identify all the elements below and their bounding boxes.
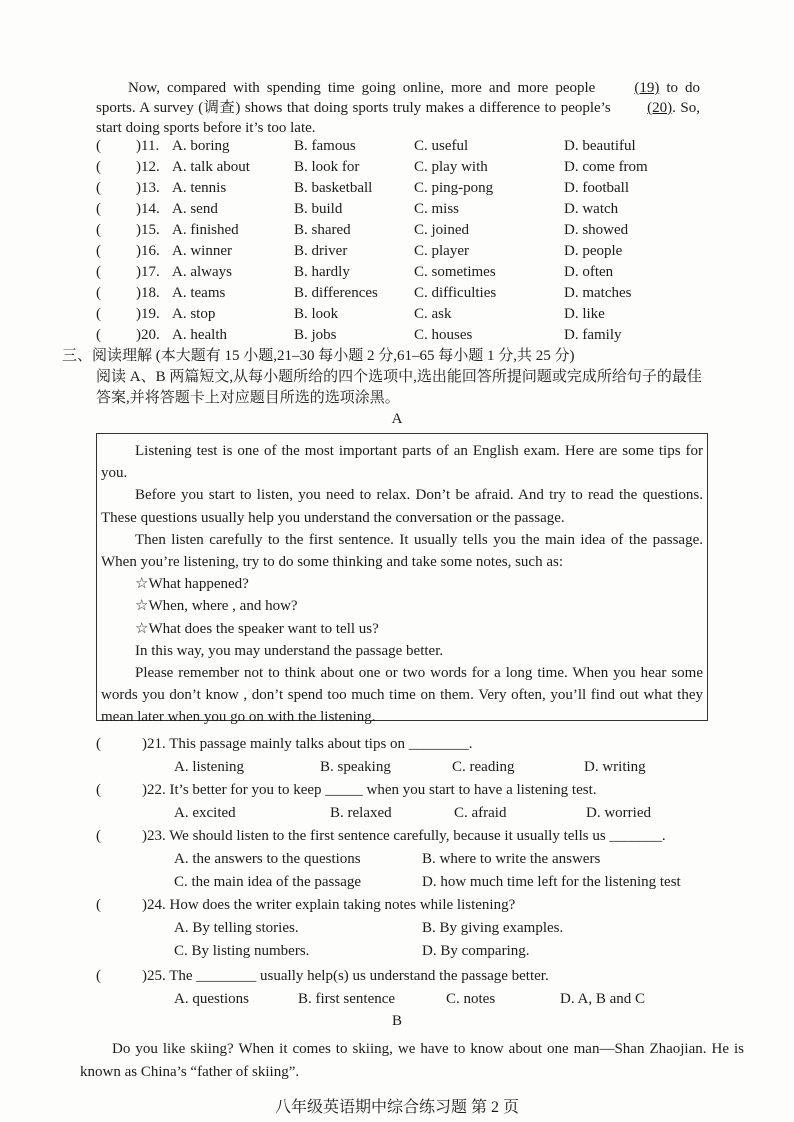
question-24-choices-row2 (174, 940, 734, 962)
passage-a-label: A (391, 411, 403, 427)
answer-paren[interactable]: ( (96, 306, 101, 322)
passage-b-label: B (391, 1013, 402, 1029)
option-c: C. sometimes (414, 264, 496, 280)
question-number: )13. (136, 180, 160, 196)
option-c: C. useful (414, 138, 469, 154)
page-footer: 八年级英语期中综合练习题 第 2 页 (274, 1099, 519, 1116)
answer-paren[interactable]: ( (96, 138, 101, 154)
option-row (96, 283, 706, 304)
question-number: )18. (136, 285, 160, 301)
option-a: A. send (172, 201, 218, 217)
answer-paren[interactable]: ( (96, 782, 101, 798)
option-b: B. hardly (294, 264, 350, 280)
option-d: D. By comparing. (422, 943, 530, 959)
option-c: C. player (414, 243, 469, 259)
option-c: C. ping-pong (414, 180, 494, 196)
answer-paren[interactable]: ( (96, 897, 101, 913)
question-24 (96, 894, 736, 916)
answer-paren[interactable]: ( (96, 828, 101, 844)
option-b: B. famous (294, 138, 356, 154)
option-a: A. By telling stories. (174, 920, 299, 936)
cloze-text-1: Now, compared with spending time going online, more and more people (128, 80, 596, 96)
option-b: B. look for (294, 159, 360, 175)
passage-b-paragraph: Do you like skiing? When it comes to skiing, we have to know about one man—Shan Zhaojian. He is known as China’s “father of skiing”. (80, 1041, 744, 1080)
option-c: C. afraid (454, 805, 507, 821)
answer-paren[interactable]: ( (96, 285, 101, 301)
option-b: B. basketball (294, 180, 373, 196)
passage-paragraph: Before you start to listen, you need to relax. Don’t be afraid. And try to read the questions. These questions usually help you understand the conversation or the passage. (101, 487, 703, 526)
option-d: D. people (564, 243, 623, 259)
option-a: A. listening (174, 759, 244, 775)
option-d: D. showed (564, 222, 629, 238)
question-stem: )23. We should listen to the first sentence carefully, because it usually tells us _______. (142, 828, 666, 844)
passage-a-box (96, 433, 708, 726)
question-number: )19. (136, 306, 160, 322)
option-row (96, 178, 706, 199)
question-stem: )25. The ________ usually help(s) us understand the passage better. (142, 968, 549, 984)
cloze-passage-end (96, 78, 700, 138)
option-row (96, 241, 706, 262)
option-d: D. football (564, 180, 629, 196)
cloze-options (96, 136, 706, 346)
option-d: D. worried (586, 805, 651, 821)
option-b: B. shared (294, 222, 351, 238)
answer-paren[interactable]: ( (96, 180, 101, 196)
option-c: C. play with (414, 159, 488, 175)
option-c: C. notes (446, 991, 496, 1007)
question-25-choices (174, 988, 734, 1010)
answer-paren[interactable]: ( (96, 201, 101, 217)
question-22-choices (174, 802, 734, 824)
option-d: D. often (564, 264, 614, 280)
option-d: D. matches (564, 285, 632, 301)
question-number: )15. (136, 222, 160, 238)
question-stem: )22. It’s better for you to keep _____ when you start to have a listening test. (142, 782, 597, 798)
answer-paren[interactable]: ( (96, 243, 101, 259)
option-row (96, 136, 706, 157)
option-d: D. beautiful (564, 138, 636, 154)
answer-paren[interactable]: ( (96, 968, 101, 984)
question-23-choices-row2 (174, 871, 734, 893)
cloze-text-3: . So, start doing sports before it’s too late. (96, 100, 700, 136)
section-title: 三、阅读理解 (本大题有 15 小题,21–30 每小题 2 分,61–65 每小题 1 分,共 25 分) (62, 348, 575, 364)
option-b: B. speaking (320, 759, 391, 775)
option-row (96, 325, 706, 346)
question-25 (96, 965, 736, 987)
answer-paren[interactable]: ( (96, 736, 101, 752)
option-a: A. health (172, 327, 227, 343)
question-24-choices-row1 (174, 917, 734, 939)
passage-paragraph: In this way, you may understand the passage better. (135, 642, 444, 659)
passage-tip: ☆When, where , and how? (135, 598, 298, 615)
option-b: B. differences (294, 285, 378, 301)
question-number: )14. (136, 201, 160, 217)
option-c: C. miss (414, 201, 460, 217)
option-d: D. how much time left for the listening test (422, 874, 681, 890)
option-row (96, 199, 706, 220)
blank-20: (20) (647, 100, 673, 116)
option-a: A. teams (172, 285, 226, 301)
option-a: A. stop (172, 306, 216, 322)
option-d: D. writing (584, 759, 646, 775)
option-a: A. talk about (172, 159, 250, 175)
option-b: B. where to write the answers (422, 851, 601, 867)
question-number: )17. (136, 264, 160, 280)
answer-paren[interactable]: ( (96, 264, 101, 280)
option-a: A. questions (174, 991, 249, 1007)
option-row (96, 262, 706, 283)
option-a: A. winner (172, 243, 232, 259)
passage-tip: ☆What happened? (135, 576, 249, 593)
option-b: B. driver (294, 243, 348, 259)
question-22 (96, 779, 736, 801)
question-stem: )24. How does the writer explain taking notes while listening? (142, 897, 516, 913)
answer-paren[interactable]: ( (96, 222, 101, 238)
option-d: D. family (564, 327, 622, 343)
option-a: A. excited (174, 805, 236, 821)
question-number: )16. (136, 243, 160, 259)
option-b: B. relaxed (330, 805, 392, 821)
option-a: A. tennis (172, 180, 227, 196)
option-c: C. houses (414, 327, 473, 343)
answer-paren[interactable]: ( (96, 159, 101, 175)
question-number: )12. (136, 159, 160, 175)
question-21 (96, 733, 736, 755)
question-stem: )21. This passage mainly talks about tips on ________. (142, 736, 473, 752)
option-c: C. reading (452, 759, 515, 775)
option-c: C. difficulties (414, 285, 497, 301)
option-a: A. boring (172, 138, 230, 154)
option-c: C. joined (414, 222, 469, 238)
passage-paragraph: Then listen carefully to the first sentence. It usually tells you the main idea of the passage. When you’re listening, try to do some thinking and take some notes, such as: (101, 531, 703, 571)
option-row (96, 157, 706, 178)
option-c: C. ask (414, 306, 452, 322)
question-21-choices (174, 756, 734, 778)
cloze-text-2: to do sports. A survey (调查) shows that doing sports truly makes a difference to people’s (96, 80, 701, 116)
option-d: D. watch (564, 201, 619, 217)
option-c: C. the main idea of the passage (174, 874, 362, 890)
answer-paren[interactable]: ( (96, 327, 101, 343)
option-b: B. build (294, 201, 343, 217)
option-a: A. always (172, 264, 232, 280)
option-a: A. finished (172, 222, 239, 238)
option-a: A. the answers to the questions (174, 851, 361, 867)
passage-paragraph: Please remember not to think about one or two words for a long time. When you hear some words you don’t know , don’t spend too much time on them. Very often, you’ll find out what they mean later when you go on with the listening. (101, 665, 703, 726)
option-b: B. jobs (294, 327, 337, 343)
question-number: )20. (136, 327, 160, 343)
question-23 (96, 825, 736, 847)
option-d: D. come from (564, 159, 648, 175)
passage-paragraph: Listening test is one of the most important parts of an English exam. Here are some tips for you. (101, 443, 703, 482)
option-row (96, 304, 706, 325)
option-d: D. A, B and C (560, 991, 646, 1007)
blank-19: (19) (634, 80, 660, 96)
section-instruction: 阅读 A、B 两篇短文,从每小题所给的四个选项中,选出能回答所提问题或完成所给句子的最佳答案,并将答题卡上对应题目所选的选项涂黑。 (96, 369, 702, 406)
option-b: B. look (294, 306, 339, 322)
option-row (96, 220, 706, 241)
option-b: B. first sentence (298, 991, 396, 1007)
option-d: D. like (564, 306, 605, 322)
option-c: C. By listing numbers. (174, 943, 310, 959)
question-23-choices-row1 (174, 848, 734, 870)
question-number: )11. (136, 138, 160, 154)
passage-tip: ☆What does the speaker want to tell us? (135, 620, 379, 637)
option-b: B. By giving examples. (422, 920, 564, 936)
